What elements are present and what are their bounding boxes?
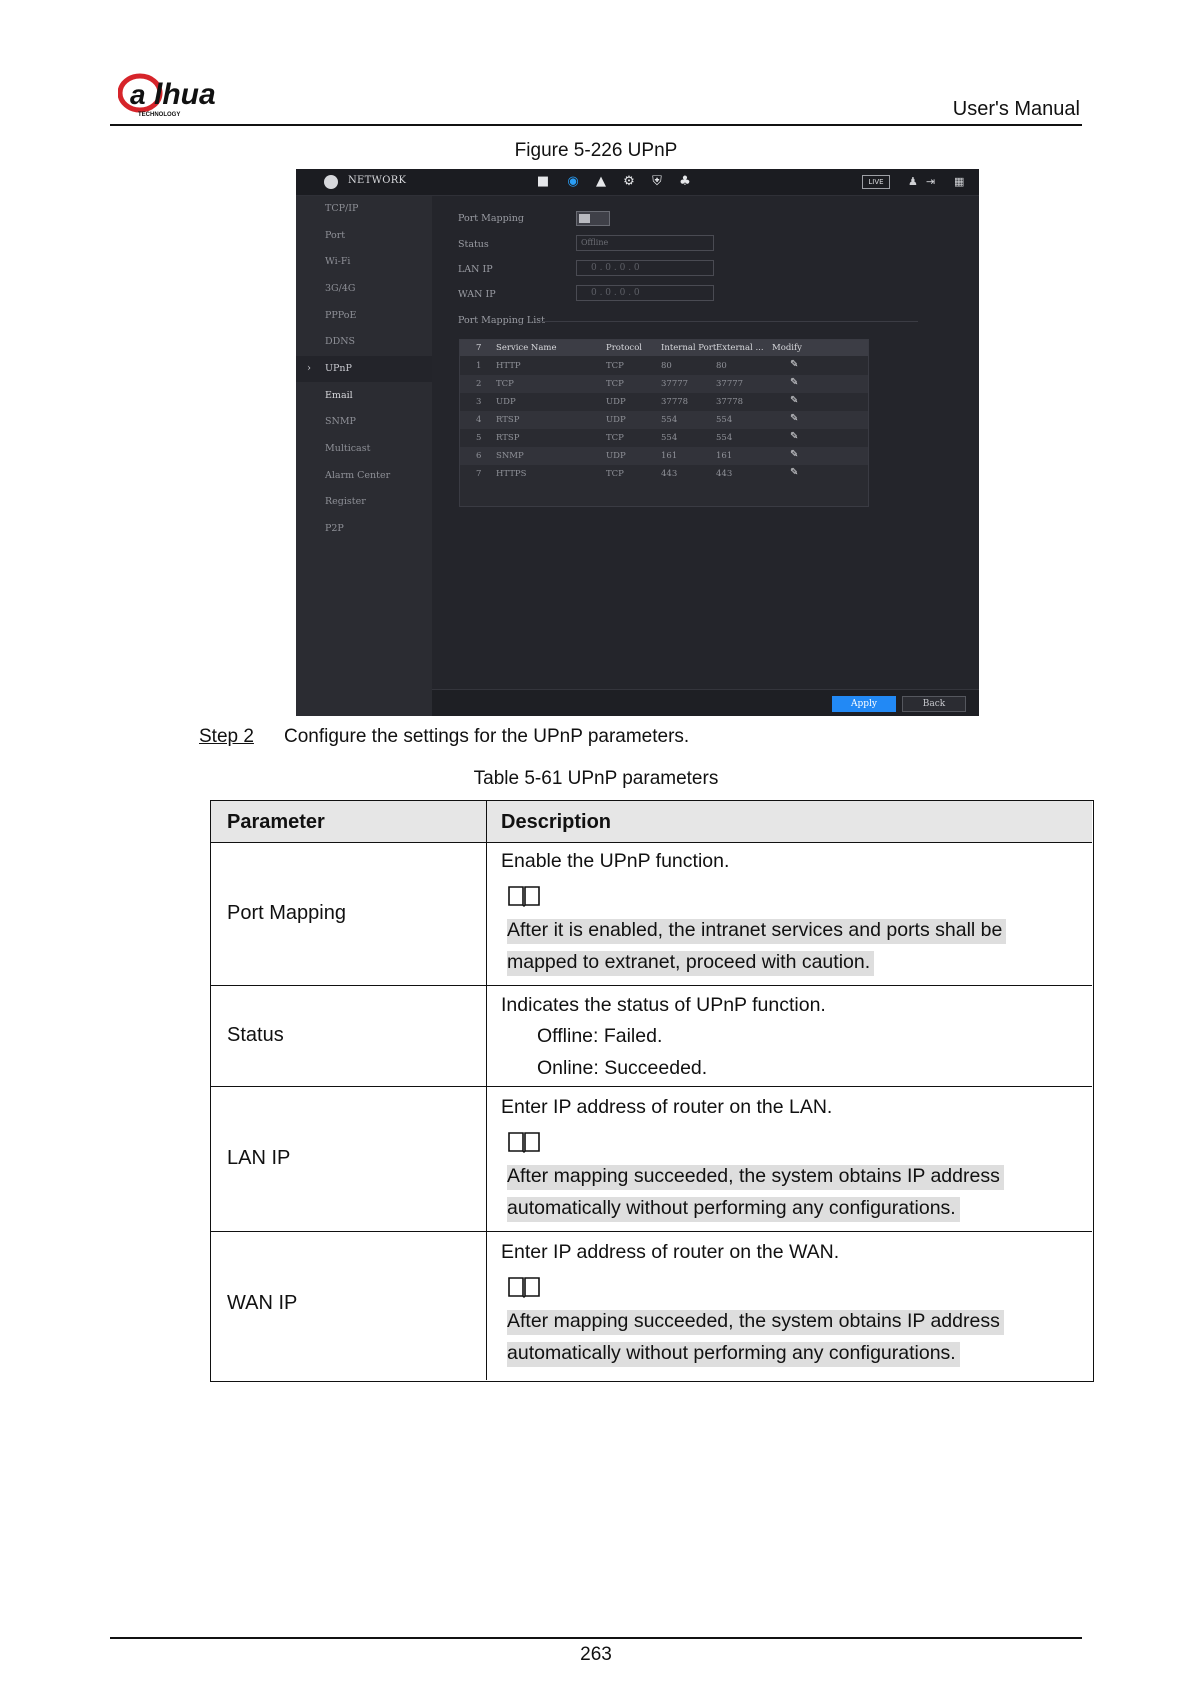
note-port-mapping-1: After it is enabled, the intranet services and ports shall be: [507, 919, 1006, 944]
back-button[interactable]: Back: [902, 696, 966, 712]
table-row[interactable]: [460, 357, 868, 375]
row-internal-port: 80: [661, 361, 672, 371]
row-internal-port: 37777: [661, 379, 689, 389]
section-divider: [540, 321, 918, 322]
network-globe-icon: [324, 175, 338, 189]
sidebar-item-port[interactable]: Port: [325, 230, 346, 241]
header-parameter: Parameter: [227, 811, 325, 833]
desc-port-mapping: Enable the UPnP function.: [501, 850, 730, 872]
row-external-port: 554: [716, 415, 733, 425]
row-external-port: 161: [716, 451, 733, 461]
row-service: TCP: [496, 379, 514, 389]
row-service: HTTPS: [496, 469, 527, 479]
col-external-port: External ...: [716, 343, 764, 353]
port-mapping-toggle[interactable]: [576, 211, 610, 226]
wan-ip-field[interactable]: 0 . 0 . 0 . 0: [576, 285, 714, 301]
note-wan-ip-2: automatically without performing any configurations.: [507, 1342, 960, 1367]
svg-text:a: a: [130, 79, 146, 110]
parameter-table: [210, 800, 1094, 1382]
table-row[interactable]: [460, 447, 868, 465]
row-protocol: TCP: [606, 361, 624, 371]
manual-title: User's Manual: [952, 98, 1080, 120]
status-field: Offline: [576, 235, 714, 251]
row-index: 3: [476, 397, 482, 407]
row-internal-port: 554: [661, 433, 678, 443]
table-row[interactable]: [460, 411, 868, 429]
row-service: UDP: [496, 397, 516, 407]
row-protocol: UDP: [606, 397, 626, 407]
sidebar-item-p2p[interactable]: P2P: [325, 523, 344, 534]
row-divider: [211, 985, 1092, 986]
apply-button[interactable]: Apply: [832, 696, 896, 712]
row-external-port: 37778: [716, 397, 744, 407]
row-service: RTSP: [496, 433, 520, 443]
page-number: 263: [580, 1644, 612, 1665]
header-rule: [110, 124, 1082, 126]
row-internal-port: 554: [661, 415, 678, 425]
lan-ip-field[interactable]: 0 . 0 . 0 . 0: [576, 260, 714, 276]
network-sidebar: [296, 196, 432, 716]
status-label: Status: [458, 239, 489, 250]
row-index: 2: [476, 379, 482, 389]
row-index: 5: [476, 433, 482, 443]
desc-wan-ip: Enter IP address of router on the WAN.: [501, 1241, 840, 1263]
sidebar-item-alarm-center[interactable]: Alarm Center: [325, 470, 391, 481]
network-icon[interactable]: ◉: [567, 174, 579, 189]
sidebar-item-3g4g[interactable]: 3G/4G: [325, 283, 356, 294]
row-internal-port: 443: [661, 469, 678, 479]
chevron-right-icon: ›: [307, 363, 311, 374]
sidebar-item-pppoe[interactable]: PPPoE: [325, 310, 357, 321]
sidebar-item-upnp[interactable]: UPnP: [296, 356, 432, 382]
table-header-row: [211, 801, 1092, 843]
note-lan-ip-1: After mapping succeeded, the system obtains IP address: [507, 1165, 1004, 1190]
sidebar-item-tcpip[interactable]: TCP/IP: [325, 203, 359, 214]
upnp-screenshot: [296, 169, 979, 716]
row-divider: [211, 1231, 1092, 1232]
bottom-bar: [432, 689, 979, 716]
note-wan-ip-1: After mapping succeeded, the system obtains IP address: [507, 1310, 1004, 1335]
step-text: Configure the settings for the UPnP parameters.: [284, 726, 690, 747]
row-index: 6: [476, 451, 482, 461]
row-protocol: UDP: [606, 451, 626, 461]
column-divider: [486, 801, 487, 1380]
port-mapping-list-label: Port Mapping List: [458, 315, 545, 326]
note-book-icon: [507, 884, 541, 908]
wan-ip-label: WAN IP: [458, 289, 496, 300]
port-mapping-table: [459, 339, 869, 507]
col-service-name: Service Name: [496, 343, 557, 353]
row-service: HTTP: [496, 361, 521, 371]
col-internal-port: Internal Port: [661, 343, 717, 353]
param-port-mapping: Port Mapping: [227, 902, 346, 924]
edit-pencil-icon[interactable]: ✎: [790, 413, 799, 424]
col-modify: Modify: [772, 343, 802, 353]
table-row[interactable]: [460, 375, 868, 393]
table-caption: Table 5-61 UPnP parameters: [473, 768, 719, 789]
sidebar-item-email[interactable]: Email: [325, 390, 353, 401]
figure-caption: Figure 5-226 UPnP: [514, 140, 678, 161]
sidebar-item-register[interactable]: Register: [325, 496, 366, 507]
row-internal-port: 161: [661, 451, 678, 461]
sidebar-item-wifi[interactable]: Wi-Fi: [325, 256, 351, 267]
user-icon[interactable]: ♟: [908, 175, 918, 188]
row-divider: [211, 1086, 1092, 1087]
edit-pencil-icon[interactable]: ✎: [790, 377, 799, 388]
window-title: NETWORK: [348, 175, 407, 186]
account-icon[interactable]: ♣: [679, 174, 691, 189]
logout-icon[interactable]: ⇥: [926, 175, 936, 188]
row-external-port: 554: [716, 433, 733, 443]
toggle-knob: [579, 214, 590, 223]
table-header: [460, 340, 868, 356]
edit-pencil-icon[interactable]: ✎: [790, 431, 799, 442]
sidebar-item-ddns[interactable]: DDNS: [325, 336, 356, 347]
col-count: 7: [476, 343, 482, 353]
row-protocol: TCP: [606, 433, 624, 443]
row-index: 4: [476, 415, 482, 425]
footer-rule: [110, 1637, 1082, 1639]
svg-text:lhua: lhua: [154, 78, 216, 111]
lan-ip-label: LAN IP: [458, 264, 493, 275]
note-port-mapping-2: mapped to extranet, proceed with caution.: [507, 951, 874, 976]
row-index: 7: [476, 469, 482, 479]
menu-icon[interactable]: ▦: [954, 175, 965, 188]
camera-icon[interactable]: ■: [536, 174, 550, 189]
dahua-logo: [118, 70, 258, 122]
row-external-port: 443: [716, 469, 733, 479]
row-service: SNMP: [496, 451, 524, 461]
row-external-port: 37777: [716, 379, 744, 389]
row-protocol: TCP: [606, 379, 624, 389]
step-number: Step 2: [199, 726, 254, 747]
storage-icon[interactable]: ▲: [596, 174, 606, 189]
sidebar-item-snmp[interactable]: SNMP: [325, 416, 356, 427]
row-protocol: TCP: [606, 469, 624, 479]
sidebar-item-multicast[interactable]: Multicast: [325, 443, 371, 454]
edit-pencil-icon[interactable]: ✎: [790, 395, 799, 406]
edit-pencil-icon[interactable]: ✎: [790, 449, 799, 460]
param-wan-ip: WAN IP: [227, 1292, 298, 1314]
status-offline: Offline: Failed.: [537, 1025, 663, 1047]
col-protocol: Protocol: [606, 343, 643, 353]
table-row[interactable]: [460, 465, 868, 483]
desc-status: Indicates the status of UPnP function.: [501, 994, 826, 1016]
row-external-port: 80: [716, 361, 727, 371]
row-index: 1: [476, 361, 482, 371]
svg-text:TECHNOLOGY: TECHNOLOGY: [138, 112, 181, 118]
header-description: Description: [501, 811, 612, 833]
param-status: Status: [227, 1024, 284, 1046]
note-book-icon: [507, 1130, 541, 1154]
table-row[interactable]: [460, 429, 868, 447]
edit-pencil-icon[interactable]: ✎: [790, 467, 799, 478]
param-lan-ip: LAN IP: [227, 1147, 291, 1169]
top-bar: [296, 169, 979, 196]
row-protocol: UDP: [606, 415, 626, 425]
status-online: Online: Succeeded.: [537, 1057, 708, 1079]
row-internal-port: 37778: [661, 397, 689, 407]
security-icon[interactable]: ⛨: [652, 174, 662, 189]
note-lan-ip-2: automatically without performing any configurations.: [507, 1197, 960, 1222]
settings-icon[interactable]: ⚙: [623, 174, 635, 189]
port-mapping-label: Port Mapping: [458, 213, 524, 224]
live-button[interactable]: LIVE: [862, 175, 890, 189]
desc-lan-ip: Enter IP address of router on the LAN.: [501, 1096, 833, 1118]
table-row[interactable]: [460, 393, 868, 411]
edit-pencil-icon[interactable]: ✎: [790, 359, 799, 370]
note-book-icon: [507, 1275, 541, 1299]
row-service: RTSP: [496, 415, 520, 425]
